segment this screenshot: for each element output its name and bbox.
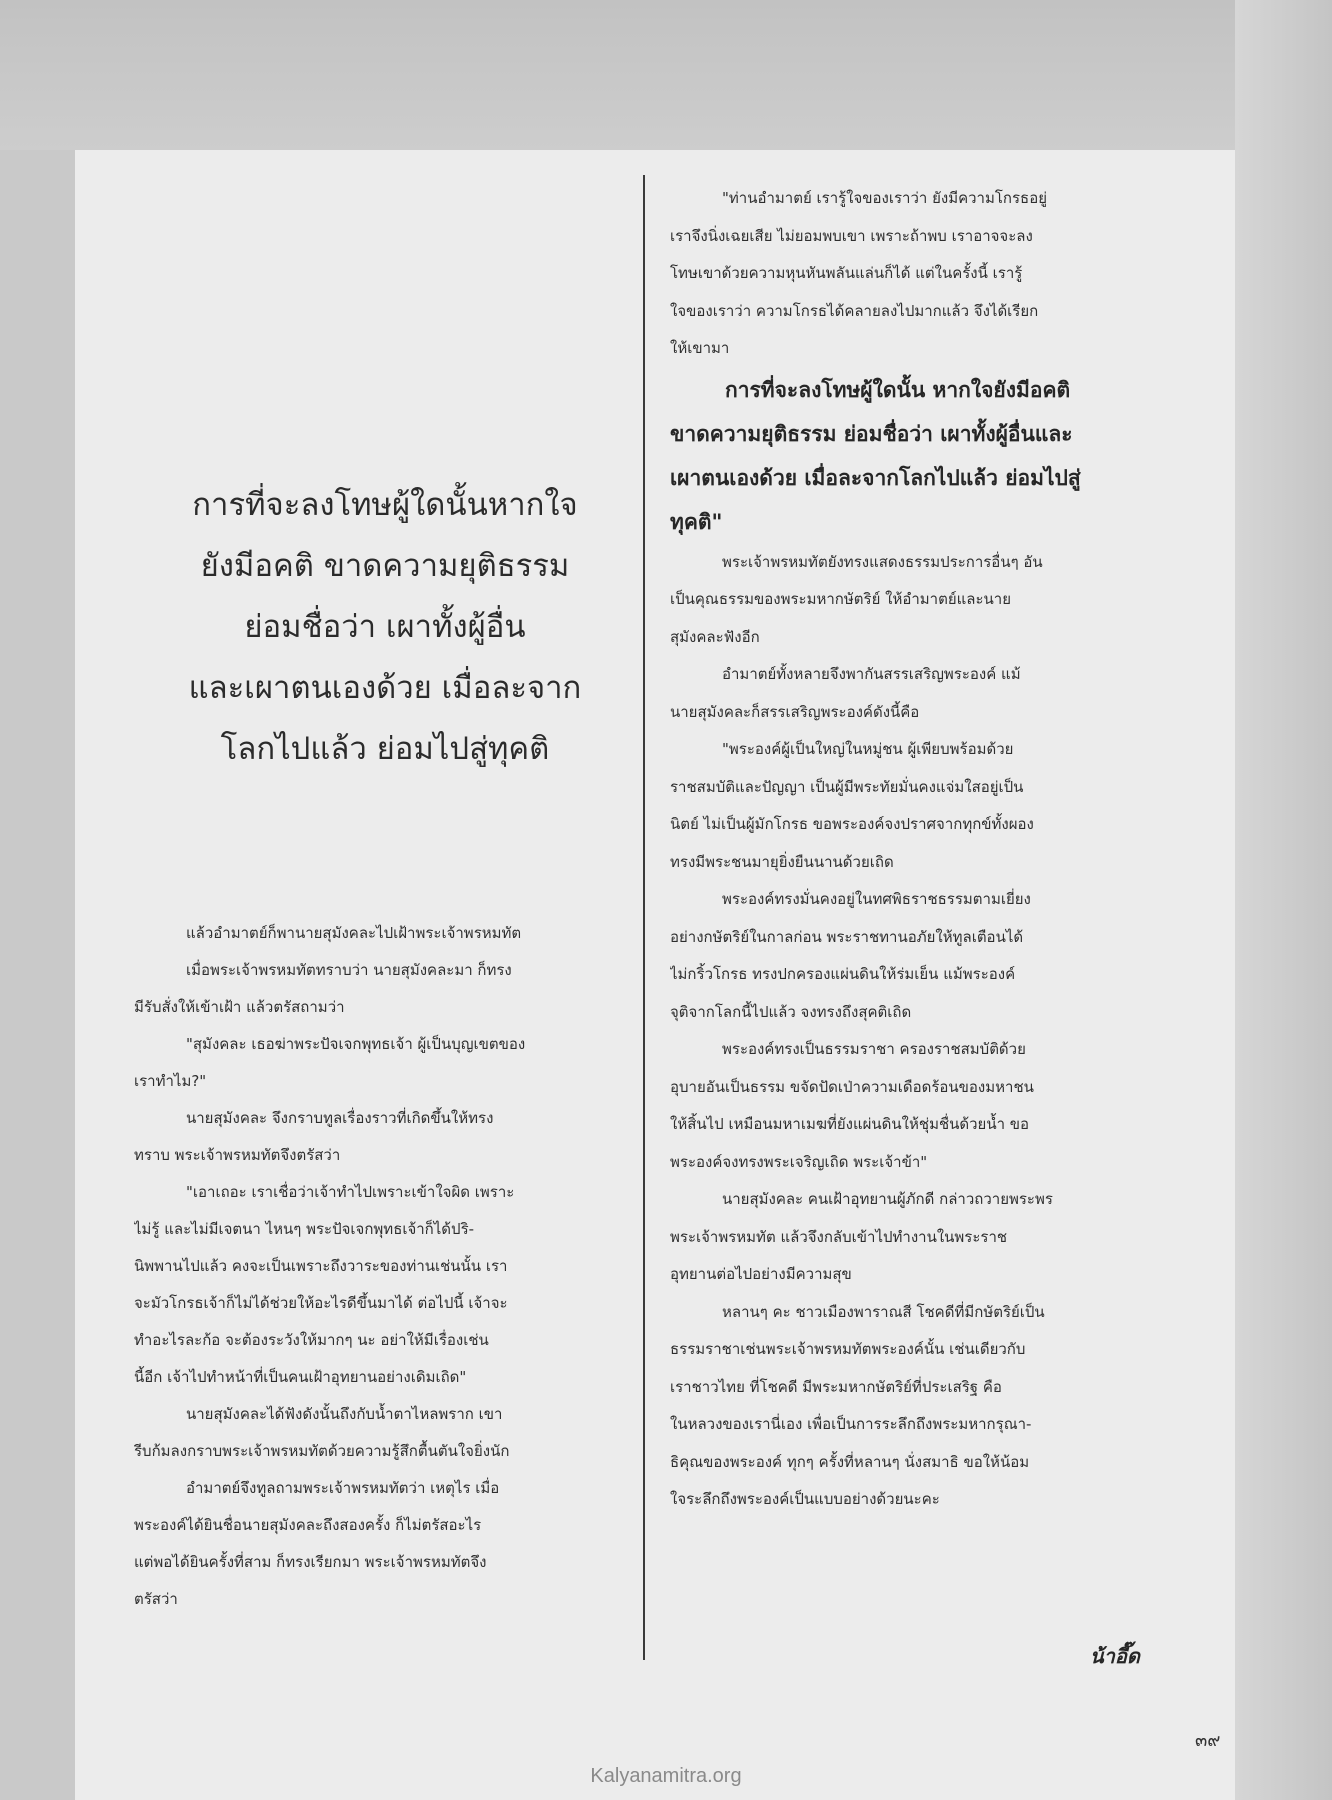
text-line: ราชสมบัติและปัญญา เป็นผู้มีพระทัยมั่นคงแจ่มใสอยู่เป็น xyxy=(670,777,1024,796)
text-line: เมื่อพระเจ้าพรหมทัตทราบว่า นายสุมังคละมา ก็ทรง xyxy=(186,961,512,979)
right-column-text xyxy=(670,180,1152,1519)
text-line: แล้วอำมาตย์ก็พานายสุมังคละไปเฝ้าพระเจ้าพรหมทัต xyxy=(186,924,522,942)
text-line: นิพพานไปแล้ว คงจะเป็นเพราะถึงวาระของท่านเช่นนั้น เรา xyxy=(134,1257,508,1275)
text-line: อำมาตย์ทั้งหลายจึงพากันสรรเสริญพระองค์ แม้ xyxy=(722,665,1021,683)
text-line: นายสุมังคละได้ฟังดังนั้นถึงกับน้ำตาไหลพราก เขา xyxy=(186,1405,503,1423)
text-line: "เอาเถอะ เราเชื่อว่าเจ้าทำไปเพราะเข้าใจผิด เพราะ xyxy=(186,1183,515,1201)
text-line: ธรรมราชาเช่นพระเจ้าพรหมทัตพระองค์นั้น เช่นเดียวกับ xyxy=(670,1340,1026,1358)
text-line: หลานๆ คะ ชาวเมืองพาราณสี โชคดีที่มีกษัตริย์เป็น xyxy=(722,1302,1045,1321)
emphasis-line: การที่จะลงโทษผู้ใดนั้น หากใจยังมีอคติ xyxy=(725,377,1071,402)
pull-quote-line: โลกไปแล้ว ย่อมไปสู่ทุคติ xyxy=(220,731,550,767)
text-line: นายสุมังคละ จึงกราบทูลเรื่องราวที่เกิดขึ้นให้ทรง xyxy=(186,1109,494,1127)
left-column-text xyxy=(134,915,624,1618)
scan-background-top xyxy=(0,0,1332,150)
text-line: นายสุมังคละ คนเฝ้าอุทยานผู้ภักดี กล่าวถวายพระพร xyxy=(722,1190,1053,1208)
page-number: ๓๙ xyxy=(1195,1730,1221,1751)
text-line: มีรับสั่งให้เข้าเฝ้า แล้วตรัสถามว่า xyxy=(134,998,345,1016)
text-line: อำมาตย์จึงทูลถามพระเจ้าพรหมทัตว่า เหตุไร เมื่อ xyxy=(186,1479,500,1497)
scan-background-right xyxy=(1235,0,1332,1800)
text-line: ธิคุณของพระองค์ ทุกๆ ครั้งที่หลานๆ นั่งสมาธิ ขอให้น้อม xyxy=(670,1452,1030,1471)
text-line: ตรัสว่า xyxy=(134,1590,178,1608)
text-line: ในหลวงของเรานี่เอง เพื่อเป็นการระลึกถึงพระมหากรุณา- xyxy=(670,1415,1032,1433)
text-line: พระองค์ได้ยินชื่อนายสุมังคละถึงสองครั้ง ก็ไม่ตรัสอะไร xyxy=(134,1516,482,1534)
emphasis-line: ขาดความยุติธรรม ย่อมชื่อว่า เผาทั้งผู้อื่นและ xyxy=(670,421,1073,446)
text-line: พระองค์จงทรงพระเจริญเถิด พระเจ้าข้า" xyxy=(670,1152,928,1171)
pull-quote-line: ย่อมชื่อว่า เผาทั้งผู้อื่น xyxy=(244,609,526,645)
text-line: "สุมังคละ เธอฆ่าพระปัจเจกพุทธเจ้า ผู้เป็นบุญเขตของ xyxy=(186,1035,526,1053)
text-line: พระองค์ทรงมั่นคงอยู่ในทศพิธราชธรรมตามเยี่ยง xyxy=(722,890,1031,908)
text-line: ทำอะไรละก้อ จะต้องระวังให้มากๆ นะ อย่าให้มีเรื่องเช่น xyxy=(134,1331,489,1349)
emphasis-line: เผาตนเองด้วย เมื่อละจากโลกไปแล้ว ย่อมไปสู่ xyxy=(670,465,1081,490)
text-line: เราชาวไทย ที่โชคดี มีพระมหากษัตริย์ที่ประเสริฐ คือ xyxy=(670,1377,1002,1396)
text-line: รีบก้มลงกราบพระเจ้าพรหมทัตด้วยความรู้สึกตื้นตันใจยิ่งนัก xyxy=(134,1442,510,1460)
text-line: แต่พอได้ยินครั้งที่สาม ก็ทรงเรียกมา พระเจ้าพรหมทัตจึง xyxy=(134,1553,487,1571)
text-line: อุทยานต่อไปอย่างมีความสุข xyxy=(670,1265,852,1283)
author-signature: น้าอี๊ด xyxy=(1090,1644,1140,1668)
text-line: พระองค์ทรงเป็นธรรมราชา ครองราชสมบัติด้วย xyxy=(722,1040,1026,1058)
emphasis-line: ทุคติ" xyxy=(670,509,723,534)
text-line: พระเจ้าพรหมทัตยังทรงแสดงธรรมประการอื่นๆ อัน xyxy=(722,552,1043,571)
text-line: ทราบ พระเจ้าพรหมทัตจึงตรัสว่า xyxy=(134,1146,341,1164)
text-line: ไม่กริ้วโกรธ ทรงปกครองแผ่นดินให้ร่มเย็น แม้พระองค์ xyxy=(670,965,1016,983)
text-line: ให้เขามา xyxy=(670,339,730,357)
pull-quote-line: และเผาตนเองด้วย เมื่อละจาก xyxy=(188,670,582,706)
pull-quote-line: ยังมีอคติ ขาดความยุติธรรม xyxy=(200,548,570,584)
text-line: นี้อีก เจ้าไปทำหน้าที่เป็นคนเฝ้าอุทยานอย่างเดิมเถิด" xyxy=(134,1368,467,1386)
text-line: สุมังคละฟังอีก xyxy=(670,627,760,646)
text-line: เป็นคุณธรรมของพระมหากษัตริย์ ให้อำมาตย์และนาย xyxy=(670,590,1011,608)
text-line: อุบายอันเป็นธรรม ขจัดปัดเป่าความเดือดร้อนของมหาชน xyxy=(670,1077,1034,1096)
text-line: อย่างกษัตริย์ในกาลก่อน พระราชทานอภัยให้ทูลเตือนได้ xyxy=(670,927,1024,946)
text-line: "ท่านอำมาตย์ เรารู้ใจของเราว่า ยังมีความโกรธอยู่ xyxy=(722,189,1048,207)
text-line: เราจึงนิ่งเฉยเสีย ไม่ยอมพบเขา เพราะถ้าพบ เราอาจจะลง xyxy=(670,226,1033,245)
column-divider xyxy=(643,175,645,1660)
text-line: เราทำไม?" xyxy=(134,1072,207,1090)
text-line: โทษเขาด้วยความหุนหันพลันแล่นก็ได้ แต่ในครั้งนี้ เรารู้ xyxy=(670,264,1023,282)
text-line: ทรงมีพระชนมายุยิ่งยืนนานด้วยเถิด xyxy=(670,852,894,871)
text-line: ให้สิ้นไป เหมือนมหาเมฆที่ยังแผ่นดินให้ชุ่มชื่นด้วยน้ำ ขอ xyxy=(670,1115,1030,1133)
watermark: Kalyanamitra.org xyxy=(590,1765,742,1787)
text-line: พระเจ้าพรหมทัต แล้วจึงกลับเข้าไปทำงานในพระราช xyxy=(670,1227,1008,1246)
pull-quote-line: การที่จะลงโทษผู้ใดนั้นหากใจ xyxy=(192,487,578,523)
text-line: นายสุมังคละก็สรรเสริญพระองค์ดังนี้คือ xyxy=(670,702,920,721)
pull-quote xyxy=(140,475,630,780)
text-line: จะมัวโกรธเจ้าก็ไม่ได้ช่วยให้อะไรดีขึ้นมาได้ ต่อไปนี้ เจ้าจะ xyxy=(134,1294,508,1312)
text-line: ไม่รู้ และไม่มีเจตนา ไหนๆ พระปัจเจกพุทธเจ้าก็ได้ปริ- xyxy=(134,1220,475,1238)
text-line: ใจของเราว่า ความโกรธได้คลายลงไปมากแล้ว จึงได้เรียก xyxy=(670,301,1039,320)
text-line: จุติจากโลกนี้ไปแล้ว จงทรงถึงสุคติเถิด xyxy=(670,1002,912,1021)
text-line: "พระองค์ผู้เป็นใหญ่ในหมู่ชน ผู้เพียบพร้อมด้วย xyxy=(722,740,1014,758)
text-line: ใจระลึกถึงพระองค์เป็นแบบอย่างด้วยนะคะ xyxy=(670,1490,940,1508)
text-line: นิตย์ ไม่เป็นผู้มักโกรธ ขอพระองค์จงปราศจากทุกข์ทั้งผอง xyxy=(670,815,1034,833)
